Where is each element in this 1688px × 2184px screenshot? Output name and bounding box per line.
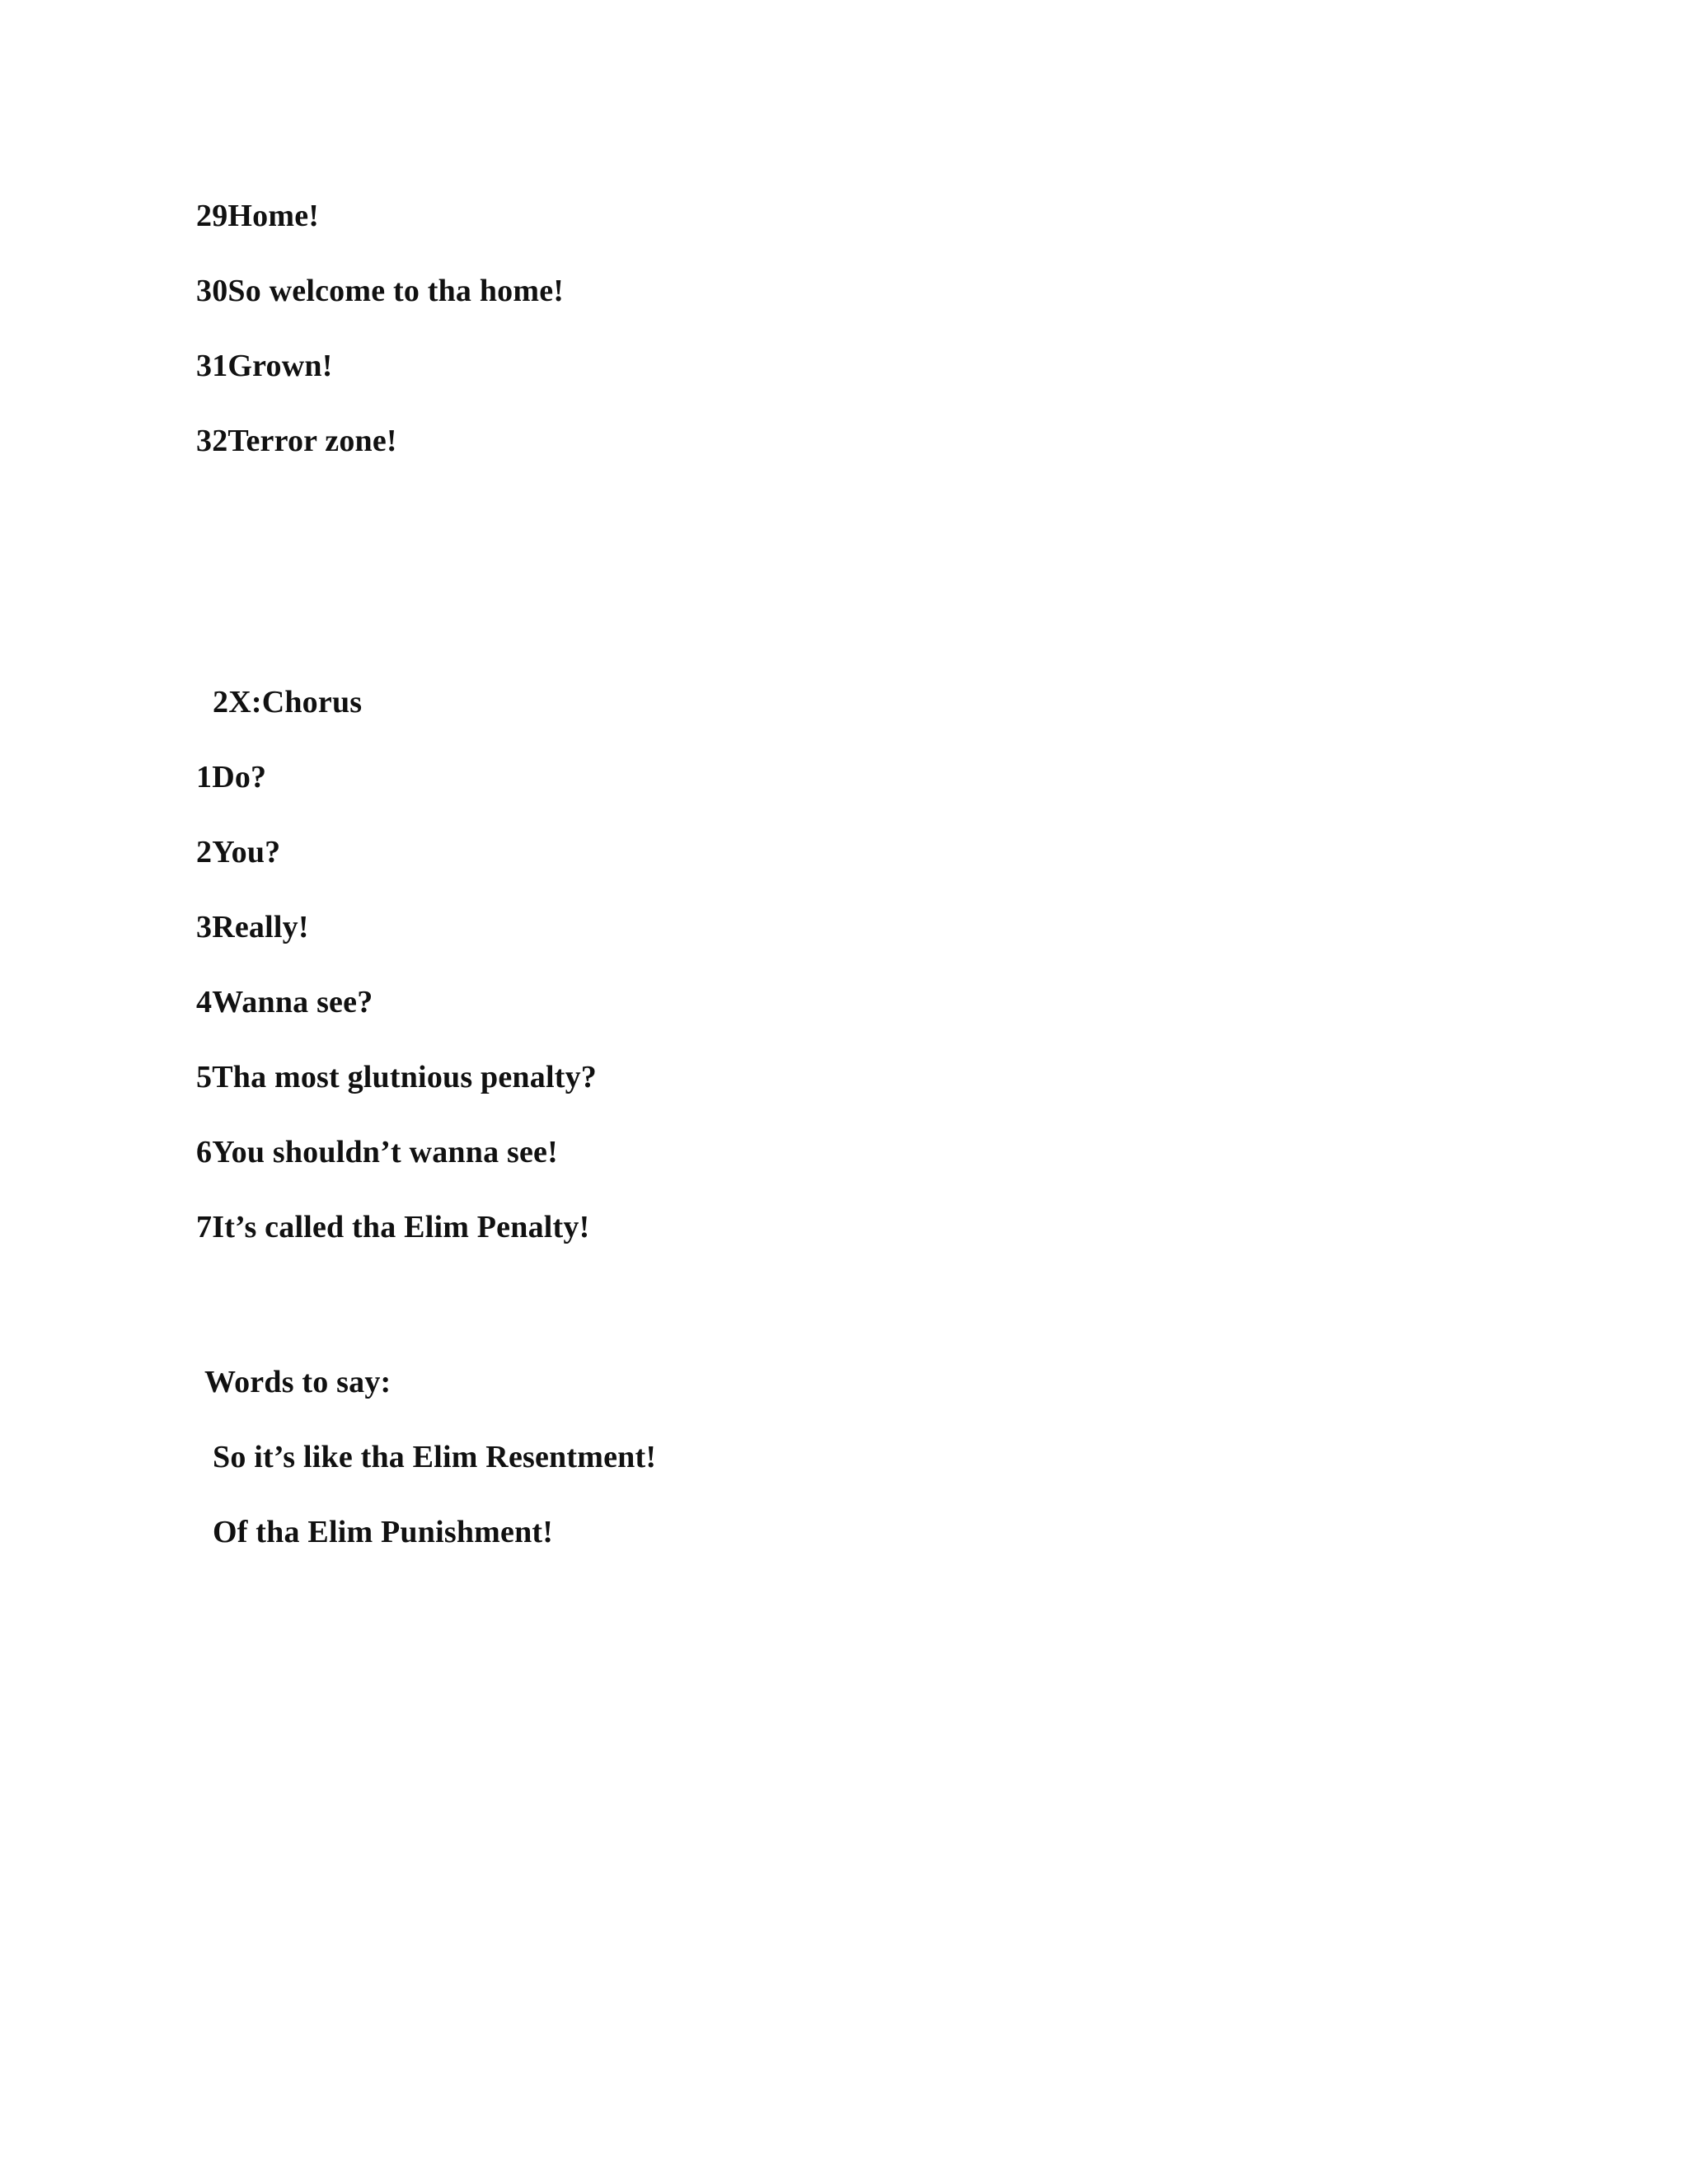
verse-line-32: 32Terror zone!: [196, 424, 397, 458]
chorus-line: 6You shouldn’t wanna see!: [196, 1135, 558, 1169]
chorus-line: 7It’s called tha Elim Penalty!: [196, 1210, 590, 1244]
chorus-line: 4Wanna see?: [196, 985, 373, 1019]
chorus-line: 1Do?: [196, 760, 267, 794]
chorus-heading: 2X:Chorus: [213, 685, 363, 719]
words-to-say-heading: Words to say:: [204, 1365, 392, 1399]
verse-line-30: 30So welcome to tha home!: [196, 274, 565, 308]
words-to-say-line: Of tha Elim Punishment!: [213, 1515, 554, 1549]
verse-line-31: 31Grown!: [196, 349, 333, 383]
chorus-line: 2You?: [196, 835, 281, 869]
chorus-line: 5Tha most glutnious penalty?: [196, 1060, 597, 1094]
words-to-say-line: So it’s like tha Elim Resentment!: [213, 1440, 657, 1474]
chorus-line: 3Really!: [196, 910, 309, 944]
verse-line-29: 29Home!: [196, 199, 320, 233]
